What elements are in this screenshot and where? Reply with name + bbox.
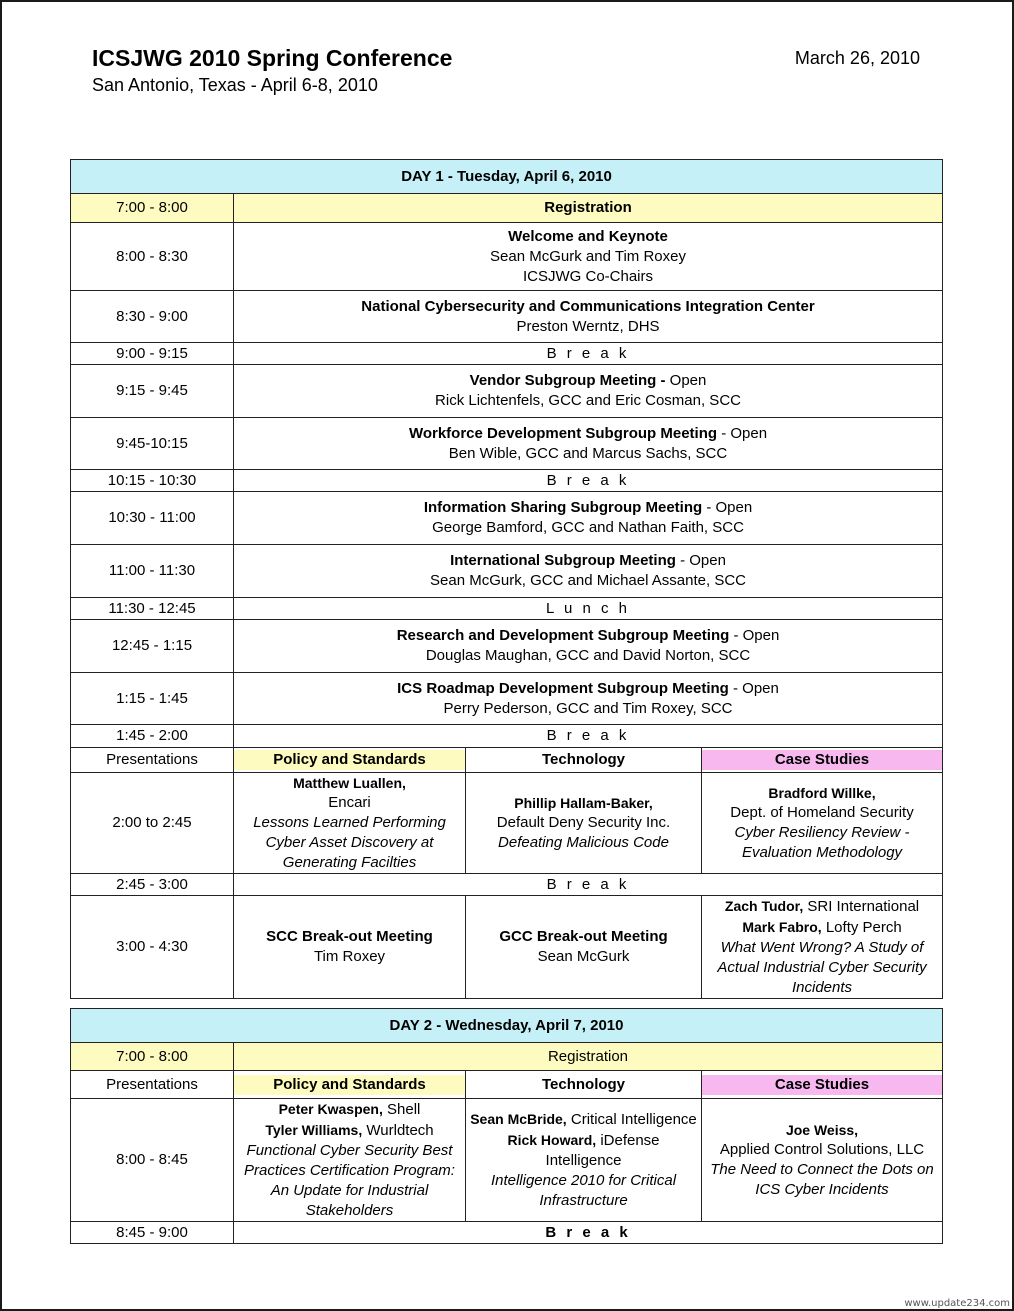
conference-title: ICSJWG 2010 Spring Conference bbox=[92, 45, 453, 71]
lunch-row bbox=[71, 598, 943, 620]
time-cell: 1:15 - 1:45 bbox=[71, 673, 234, 725]
speaker-org: Applied Control Solutions, LLC bbox=[719, 1141, 925, 1158]
presentation-row bbox=[71, 1099, 943, 1222]
presentation-row bbox=[71, 773, 943, 874]
track-technology-header bbox=[466, 1071, 702, 1099]
track-header-row bbox=[71, 748, 943, 773]
session-title: National Cybersecurity and Communications Integration Center bbox=[361, 297, 815, 315]
time-cell: 7:00 - 8:00 bbox=[71, 1043, 234, 1071]
presentation-case-study bbox=[702, 773, 943, 874]
session-title: Welcome and Keynote bbox=[508, 227, 668, 245]
break-label: B r e a k bbox=[234, 470, 943, 492]
session-title: Vendor Subgroup Meeting - bbox=[469, 372, 666, 389]
session-speakers: Ben Wible, GCC and Marcus Sachs, SCC bbox=[448, 444, 728, 462]
break-row bbox=[71, 1222, 943, 1244]
time-cell: 8:30 - 9:00 bbox=[71, 291, 234, 343]
session-speakers: Perry Pederson, GCC and Tim Roxey, SCC bbox=[443, 699, 733, 717]
time-cell: 9:00 - 9:15 bbox=[71, 343, 234, 365]
day2-schedule-table bbox=[70, 1008, 943, 1244]
schedule-row bbox=[71, 418, 943, 470]
breakout-scc bbox=[234, 896, 466, 999]
presentations-label: Presentations bbox=[71, 748, 234, 773]
presentation-policy bbox=[234, 1099, 466, 1222]
conference-location: San Antonio, Texas - April 6-8, 2010 bbox=[92, 75, 378, 95]
session-speakers: Sean McGurk and Tim Roxey bbox=[490, 247, 686, 265]
session-title: International Subgroup Meeting bbox=[450, 552, 676, 569]
session-cell bbox=[234, 223, 943, 291]
session-cell bbox=[234, 673, 943, 725]
day2-title: DAY 2 - Wednesday, April 7, 2010 bbox=[71, 1009, 943, 1043]
session-speakers: George Bamford, GCC and Nathan Faith, SCC bbox=[432, 519, 744, 536]
day2-registration-row bbox=[71, 1043, 943, 1071]
session-title: ICS Roadmap Development Subgroup Meeting bbox=[397, 679, 729, 697]
speaker-name: Rick Howard, bbox=[507, 1132, 597, 1148]
speaker-org: Shell bbox=[382, 1101, 421, 1118]
session-cell bbox=[234, 365, 943, 418]
presentation-row bbox=[71, 896, 943, 999]
track-policy-header bbox=[234, 748, 466, 773]
document-date: March 26, 2010 bbox=[794, 48, 920, 68]
schedule-row bbox=[71, 620, 943, 673]
speaker-org: Lofty Perch bbox=[821, 919, 902, 936]
track-header-row bbox=[71, 1071, 943, 1099]
day1-schedule-table bbox=[70, 159, 943, 999]
talk-title: Defeating Malicious Code bbox=[498, 834, 669, 851]
speaker-name: Sean McBride, bbox=[470, 1111, 567, 1127]
meeting-host: Tim Roxey bbox=[313, 948, 386, 965]
speaker-org: Dept. of Homeland Security bbox=[730, 804, 914, 821]
time-cell: 2:00 to 2:45 bbox=[71, 773, 234, 874]
session-status: - Open bbox=[702, 499, 753, 516]
speaker-name: Zach Tudor, bbox=[724, 898, 804, 914]
time-cell: 8:00 - 8:30 bbox=[71, 223, 234, 291]
presentation-case-study bbox=[702, 1099, 943, 1222]
schedule-row bbox=[71, 492, 943, 545]
track-technology-label: Technology bbox=[541, 1075, 626, 1093]
session-speakers: Sean McGurk, GCC and Michael Assante, SCC bbox=[430, 572, 746, 589]
time-cell: 9:15 - 9:45 bbox=[71, 365, 234, 418]
presentation-technology bbox=[466, 773, 702, 874]
time-cell: 10:15 - 10:30 bbox=[71, 470, 234, 492]
time-cell: 1:45 - 2:00 bbox=[71, 725, 234, 748]
speaker-name: Mark Fabro, bbox=[742, 919, 822, 935]
speaker-name: Matthew Luallen, bbox=[293, 775, 406, 791]
session-speakers: Preston Werntz, DHS bbox=[516, 317, 660, 335]
session-status: - Open bbox=[675, 552, 726, 569]
time-cell: 9:45-10:15 bbox=[71, 418, 234, 470]
time-cell: 8:00 - 8:45 bbox=[71, 1099, 234, 1222]
presentations-label: Presentations bbox=[71, 1071, 234, 1099]
schedule-row bbox=[71, 365, 943, 418]
time-cell: 2:45 - 3:00 bbox=[71, 874, 234, 896]
schedule-row bbox=[71, 291, 943, 343]
speaker-name: Bradford Willke, bbox=[768, 785, 876, 801]
break-label: B r e a k bbox=[234, 1222, 943, 1244]
time-cell: 10:30 - 11:00 bbox=[71, 492, 234, 545]
break-label: B r e a k bbox=[234, 725, 943, 748]
breakout-gcc bbox=[466, 896, 702, 999]
schedule-row bbox=[71, 223, 943, 291]
presentation-policy bbox=[234, 773, 466, 874]
session-title: Registration bbox=[234, 194, 943, 223]
track-case-label: Case Studies bbox=[702, 1075, 942, 1095]
speaker-name: Peter Kwaspen, bbox=[278, 1101, 383, 1117]
speaker-name: Phillip Hallam-Baker, bbox=[514, 795, 653, 811]
lunch-label: L u n c h bbox=[234, 598, 943, 620]
day2-header-row bbox=[71, 1009, 943, 1043]
track-case-label: Case Studies bbox=[702, 750, 942, 770]
break-row bbox=[71, 470, 943, 492]
talk-title: Cyber Resiliency Review - Evaluation Methodology bbox=[734, 824, 910, 861]
meeting-title: SCC Break-out Meeting bbox=[266, 928, 433, 945]
session-cell bbox=[234, 418, 943, 470]
break-row bbox=[71, 874, 943, 896]
session-cell bbox=[234, 545, 943, 598]
speaker-name: Joe Weiss, bbox=[785, 1122, 859, 1138]
time-cell: 11:00 - 11:30 bbox=[71, 545, 234, 598]
break-row bbox=[71, 725, 943, 748]
session-status: Open bbox=[665, 372, 707, 389]
talk-title: Functional Cyber Security Best Practices Certification Program: An Update for Industrial Stakeholders bbox=[244, 1142, 455, 1219]
watermark-text: www.update234.com bbox=[904, 1298, 1010, 1309]
day1-title: DAY 1 - Tuesday, April 6, 2010 bbox=[71, 160, 943, 194]
talk-title: Intelligence 2010 for Critical Infrastructure bbox=[490, 1172, 677, 1209]
time-cell: 7:00 - 8:00 bbox=[71, 194, 234, 223]
session-speakers: Douglas Maughan, GCC and David Norton, SCC bbox=[425, 647, 751, 664]
session-title: Research and Development Subgroup Meeting bbox=[396, 627, 730, 644]
session-status: - Open bbox=[717, 424, 768, 442]
session-cell bbox=[234, 291, 943, 343]
session-cell bbox=[234, 620, 943, 673]
time-cell: 8:45 - 9:00 bbox=[71, 1222, 234, 1244]
break-label: B r e a k bbox=[234, 874, 943, 896]
meeting-title: GCC Break-out Meeting bbox=[499, 928, 668, 945]
session-speakers: Rick Lichtenfels, GCC and Eric Cosman, SCC bbox=[435, 392, 741, 409]
day1-registration-row bbox=[71, 194, 943, 223]
time-cell: 3:00 - 4:30 bbox=[71, 896, 234, 999]
break-row bbox=[71, 343, 943, 365]
session-title: Information Sharing Subgroup Meeting bbox=[423, 499, 703, 516]
session-title: Workforce Development Subgroup Meeting bbox=[408, 424, 718, 442]
speaker-org: Wurldtech bbox=[362, 1122, 434, 1139]
meeting-host: Sean McGurk bbox=[537, 948, 630, 965]
speaker-org: Encari bbox=[328, 794, 371, 811]
break-label: B r e a k bbox=[234, 343, 943, 365]
day1-header-row bbox=[71, 160, 943, 194]
track-case-header bbox=[702, 1071, 943, 1099]
session-status: - Open bbox=[728, 679, 779, 697]
track-technology-label: Technology bbox=[541, 751, 626, 768]
speaker-org: SRI International bbox=[803, 898, 920, 915]
presentation-technology bbox=[466, 1099, 702, 1222]
schedule-row bbox=[71, 545, 943, 598]
track-technology-header bbox=[466, 748, 702, 773]
schedule-row bbox=[71, 673, 943, 725]
session-speakers-role: ICSJWG Co-Chairs bbox=[523, 267, 654, 285]
speaker-org: Default Deny Security Inc. bbox=[496, 814, 671, 831]
talk-title: The Need to Connect the Dots on ICS Cyber Incidents bbox=[710, 1161, 934, 1198]
track-policy-label: Policy and Standards bbox=[234, 750, 465, 770]
talk-title: Lessons Learned Performing Cyber Asset Discovery at Generating Facilties bbox=[253, 814, 446, 871]
session-title: Registration bbox=[234, 1043, 943, 1071]
track-policy-label: Policy and Standards bbox=[234, 1075, 465, 1095]
speaker-org: iDefense Intelligence bbox=[545, 1132, 660, 1169]
presentation-case-study bbox=[702, 896, 943, 999]
track-case-header bbox=[702, 748, 943, 773]
session-status: - Open bbox=[729, 627, 780, 644]
time-cell: 12:45 - 1:15 bbox=[71, 620, 234, 673]
speaker-name: Tyler Williams, bbox=[265, 1122, 363, 1138]
track-policy-header bbox=[234, 1071, 466, 1099]
speaker-org: Critical Intelligence bbox=[566, 1111, 697, 1128]
time-cell: 11:30 - 12:45 bbox=[71, 598, 234, 620]
talk-title: What Went Wrong? A Study of Actual Industrial Cyber Security Incidents bbox=[717, 939, 927, 996]
session-cell bbox=[234, 492, 943, 545]
